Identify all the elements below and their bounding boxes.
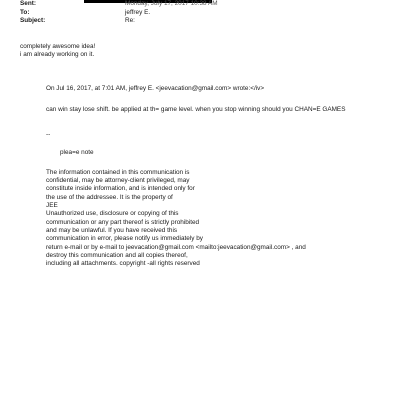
reply-line: i am already working on it.: [20, 51, 95, 59]
disclaimer-line: Unauthorized use, disclosure or copying of this: [46, 210, 179, 218]
reply-body: [20, 43, 95, 60]
to-label: To:: [20, 8, 30, 16]
disclaimer-line: and may be unlawful. If you have received this: [46, 227, 178, 235]
quoted-header: On Jul 16, 2017, at 7:01 AM, jeffrey E. <jeevacation@gmail.com> wrote:</iv>: [46, 85, 265, 92]
disclaimer-line: confidential, may be attorney-client privileged, may: [46, 176, 190, 184]
sent-value: Monday, July 17, 2017 10:38 AM: [125, 0, 218, 7]
disclaimer-line: communication in error, please notify us immediately by: [46, 235, 203, 243]
reply-line: completely awesome idea!: [20, 43, 96, 50]
signature-separator: --: [46, 130, 51, 138]
disclaimer-line: communication or any part thereof is strictly prohibited: [46, 218, 200, 226]
disclaimer-line: return e-mail or by e-mail to jeevacation@gmail.com <mailto:jeevacation@gmail.com> , and: [46, 243, 306, 251]
sent-label: Sent:: [20, 0, 36, 7]
note-heading: plea=e note: [60, 149, 94, 157]
disclaimer-line: destroy this communication and all copies thereof,: [46, 252, 188, 260]
disclaimer-line: JEE: [46, 202, 58, 209]
disclaimer-line: The information contained in this communication is: [46, 168, 190, 176]
disclaimer-line: constitute inside information, and is intended only for: [46, 185, 195, 193]
disclaimer-line: the use of the addressee. It is the property of: [46, 193, 173, 201]
subject-value: Re:: [125, 17, 135, 24]
quoted-message: [46, 85, 386, 269]
to-value: jeffrey E.: [125, 8, 151, 16]
quoted-body: can win stay lose shift. be applied at th= game level. when you stop winning should you CHAN=E GAMES: [46, 106, 346, 114]
disclaimer: [46, 169, 386, 269]
subject-label: Subject:: [20, 17, 46, 24]
disclaimer-line: including all attachments. copyright -all rights reserved: [46, 260, 200, 268]
